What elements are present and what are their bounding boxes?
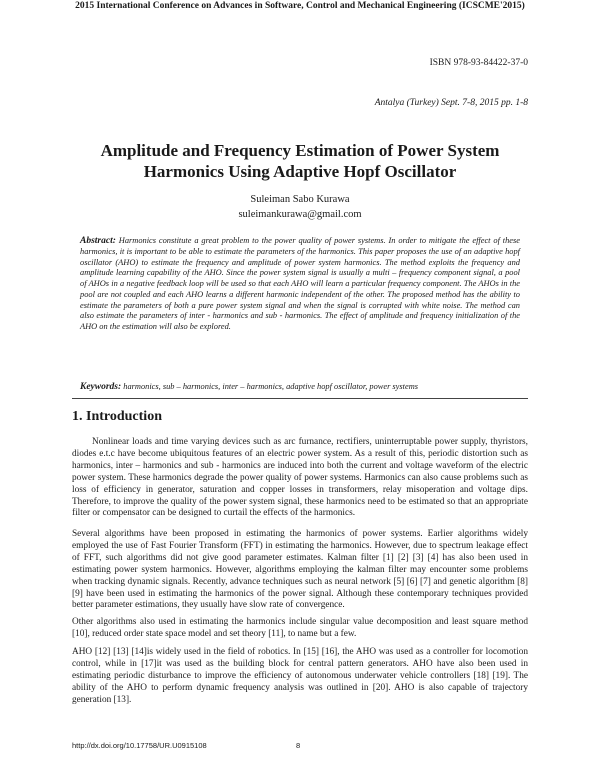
isbn: ISBN 978-93-84422-37-0 — [429, 58, 528, 68]
paragraph-2: Several algorithms have been proposed in estimating the harmonics of power systems. Earlier algorithms widely employed the use of Fast Fourier Transform (FFT) in estimating the harmonics. However, due to spectrum leakage effect of FFT, such algorithms did not give good parameter estimates. Kalman filter [1] [2] [3] [4] has also been used in estimating power system harmonics. However, algorithms employing the kalman filter may encounter some problems when tracking dynamic signals. Recently, advance techniques such as neural network [5] [6] [7] and genetic algorithm [8] [9] have been used in estimating the harmonics of the power signal. Although these contemporary techniques provided better parameter estimations, they usually have slow rate of convergence. — [72, 529, 528, 611]
divider — [72, 398, 528, 399]
conference-location: Antalya (Turkey) Sept. 7-8, 2015 pp. 1-8 — [374, 98, 528, 108]
conference-name: 2015 International Conference on Advances in Software, Control and Mechanical Engineering (ICSCME'2015) — [75, 1, 525, 11]
doi-link[interactable]: http://dx.doi.org/10.17758/UR.U0915108 — [72, 741, 207, 750]
paragraph-4: AHO [12] [13] [14]is widely used in the field of robotics. In [15] [16], the AHO was used as a controller for locomotion control, while in [17]it was used as the building block for central pattern generators. AHO have also been used in estimating periodic disturbance to improve the efficiency of autonomous underwater vehicle controllers [18] [19]. The ability of the AHO to perform dynamic frequency analysis was outlined in [20]. AHO is also capable of trajectory generation [13]. — [72, 647, 528, 705]
author-name: Suleiman Sabo Kurawa — [250, 194, 350, 205]
paragraph-1: Nonlinear loads and time varying devices such as arc furnance, rectifiers, uninterruptable power supply, thyristors, diodes e.t.c have become ubiquitous features of an electric power system. As a result of this, periodic distortion such as harmonics, inter – harmonics and sub - harmonics are induced into both the current and voltage waveform of the electric power system. These harmonics degrade the power quality of power systems. Harmonics can also cause problems such as loss of efficiency in generator, saturation and copper losses in transformers, relay misoperation and voltage dips. Therefore, to improve the quality of the power system signal, these harmonics need to be estimated so that an appropriate filter or compensator can be designed to curtail the effects of the harmonics. — [72, 437, 528, 519]
section-heading: 1. Introduction — [72, 409, 162, 424]
keywords-text: harmonics, sub – harmonics, inter – harmonics, adaptive hopf oscillator, power systems — [123, 382, 419, 391]
abstract-label: Abstract: — [80, 236, 116, 246]
paper-title: Amplitude and Frequency Estimation of Power System Harmonics Using Adaptive Hopf Oscillator — [100, 141, 500, 181]
keywords-label: Keywords: — [80, 382, 122, 392]
abstract-text: Harmonics constitute a great problem to the power quality of power systems. In order to mitigate the effect of these harmonics, it is important to be able to estimate the parameters of the harmonics. This paper proposes the use of an adaptive hopf oscillator (AHO) to estimate the frequency and amplitude of power system harmonics. The method exploits the frequency and amplitude learning capability of the AHO. Since the power system signal is usually a multi – frequency component signal, a pool of AHOs in a negative feedback loop will be used so that each AHO will learn a particular frequency component. The AHOs in the pool are not coupled and each AHO learns a different harmonic independent of the other. The proposed method has the ability to estimate the parameters of both a pure power system signal and when the signal is corrupted with white noise. The method can also estimate the parameters of inter - harmonics and sub - harmonics. The effect of amplitude and frequency initialization of the AHO on the estimation will also be explored. — [80, 236, 521, 331]
keywords — [80, 381, 520, 393]
abstract — [80, 236, 520, 333]
page-number: 8 — [296, 741, 301, 750]
paragraph-3: Other algorithms also used in estimating the harmonics include singular value decomposition and least square method [10], reduced order state space model and set theory [11], to name but a few. — [72, 617, 528, 639]
author-email: suleimankurawa@gmail.com — [238, 209, 362, 220]
